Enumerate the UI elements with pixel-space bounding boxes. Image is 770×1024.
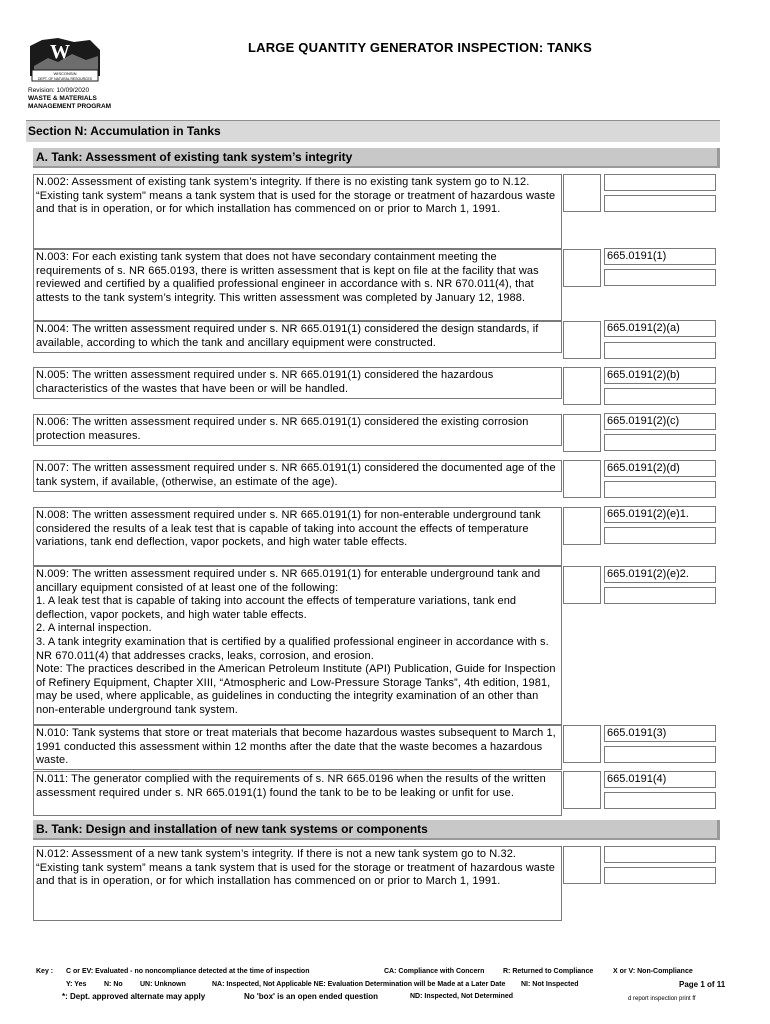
question-n005: N.005: The written assessment required under s. NR 665.0191(1) considered the hazardous characteristics of the wastes that have been or will be handled. [33,367,562,399]
key-na-ne: NA: Inspected, Not Applicable NE: Evaluation Determination will be Made at a Later Date [212,981,506,988]
comment-box-n010[interactable] [604,746,716,763]
reference-n008: 665.0191(2)(e)1. [604,506,716,523]
key-r: R: Returned to Compliance [503,968,594,975]
section-title: Section N: Accumulation in Tanks [26,120,720,142]
comment-box-n002-a[interactable] [604,174,716,191]
key-x-v: X or V: Non-Compliance [613,968,693,975]
reference-n011: 665.0191(4) [604,771,716,788]
comment-box-n011[interactable] [604,792,716,809]
page-number: Page 1 of 11 [679,980,726,989]
key-label: Key : [36,968,54,975]
key-ni: NI: Not Inspected [521,981,579,988]
question-n011: N.011: The generator complied with the requirements of s. NR 665.0196 when the results of the written assessment required under s. NR 665.0191(1) found the tank to be to be leaking or unfit for use. [33,771,562,816]
comment-box-n009[interactable] [604,587,716,604]
answer-box-n006[interactable] [563,414,601,452]
comment-box-n008[interactable] [604,527,716,544]
reference-n005: 665.0191(2)(b) [604,367,716,384]
question-n004: N.004: The written assessment required under s. NR 665.0191(1) considered the design standards, if available, according to which the tank and ancillary equipment were constructed. [33,321,562,353]
comment-box-n012-a[interactable] [604,846,716,863]
reference-n003: 665.0191(1) [604,248,716,265]
program-line1: WASTE & MATERIALS [28,95,97,102]
key-nobox: No 'box' is an open ended question [244,992,379,1001]
reference-n004: 665.0191(2)(a) [604,320,716,337]
logo-text-line1: WISCONSIN [53,71,77,76]
logo-text-line2: DEPT. OF NATURAL RESOURCES [37,77,93,81]
answer-box-n003[interactable] [563,249,601,287]
answer-box-n004[interactable] [563,321,601,359]
subsection-a-title: A. Tank: Assessment of existing tank system’s integrity [33,148,720,168]
question-n002: N.002: Assessment of existing tank system’s integrity. If there is no existing tank system go to N.12. “Existing tank system" means a tank system that is used for the storage or treatment of hazardous waste and that is in operation, or for which installation has commenced on or prior to March 1, 1991. [33,174,562,249]
answer-box-n005[interactable] [563,367,601,405]
question-n012: N.012: Assessment of a new tank system’s integrity. If there is not a new tank system go to N.32. “Existing tank system” means a tank system that is used for the storage or treatment of hazardous waste and that is in operation, or for which installation has commenced on or prior to March 1, 1991. [33,846,562,921]
answer-box-n010[interactable] [563,725,601,763]
question-n010: N.010: Tank systems that store or treat materials that become hazardous wastes subsequent to March 1, 1991 conducted this assessment within 12 months after the date that the waste becomes a hazardous waste. [33,725,562,770]
answer-box-n011[interactable] [563,771,601,809]
comment-box-n005[interactable] [604,388,716,405]
question-n009: N.009: The written assessment required under s. NR 665.0191(1) for enterable underground tank and ancillary equipment consisted of at least one of the following: 1. A leak test that is capable of taking into account the effects of temperature variations, tank end deflection, vapor pockets, and high water table effects. 2. A internal inspection. 3. A tank integrity examination that is certified by a qualified professional engineer in accordance with s. NR 670.011(4) that addresses cracks, leaks, corrosion, and erosion. Note: The practices described in the American Petroleum Institute (API) Publication, Guide for Inspection of Refinery Equipment, Chapter XIII, “Atmospheric and Low-Pressure Storage Tanks”, 4th edition, 1981, may be used, where applicable, as guidelines in conducting the integrity examination of an other than non-enterable underground tank system. [33,566,562,725]
comment-box-n006[interactable] [604,434,716,451]
key-c-ev: C or EV: Evaluated - no noncompliance detected at the time of inspection [66,968,310,975]
key-un: UN: Unknown [140,981,186,988]
question-n006: N.006: The written assessment required under s. NR 665.0191(1) considered the existing corrosion protection measures. [33,414,562,446]
comment-box-n004[interactable] [604,342,716,359]
revision-date: Revision: 10/09/2020 [28,87,90,94]
comment-box-n003[interactable] [604,269,716,286]
answer-box-n002[interactable] [563,174,601,212]
key-y: Y: Yes [66,981,87,988]
key-ca: CA: Compliance with Concern [384,968,485,975]
subsection-b-title: B. Tank: Design and installation of new tank systems or components [33,820,720,840]
answer-box-n007[interactable] [563,460,601,498]
key-nd: ND: Inspected, Not Determined [410,993,514,1000]
question-n007: N.007: The written assessment required under s. NR 665.0191(1) considered the documented age of the tank system, if available, (otherwise, an estimate of the age). [33,460,562,492]
comment-box-n007[interactable] [604,481,716,498]
comment-box-n002-b[interactable] [604,195,716,212]
answer-box-n008[interactable] [563,507,601,545]
form-id: d report inspection print ff [628,996,696,1002]
key-n: N: No [104,981,123,988]
page-title: LARGE QUANTITY GENERATOR INSPECTION: TANKS [247,40,592,55]
answer-box-n012[interactable] [563,846,601,884]
revision-block [28,87,111,111]
reference-n007: 665.0191(2)(d) [604,460,716,477]
key-dept: *: Dept. approved alternate may apply [62,992,206,1001]
program-line2: MANAGEMENT PROGRAM [28,103,112,110]
comment-box-n012-b[interactable] [604,867,716,884]
reference-n010: 665.0191(3) [604,725,716,742]
question-n008: N.008: The written assessment required under s. NR 665.0191(1) for non-enterable underground tank considered the results of a leak test that is capable of taking into account the effects of temperature variations, tank end deflection, vapor pockets, and high water table effects. [33,507,562,566]
answer-box-n009[interactable] [563,566,601,604]
reference-n009: 665.0191(2)(e)2. [604,566,716,583]
logo-letter: W [50,41,70,63]
reference-n006: 665.0191(2)(c) [604,413,716,430]
question-n003: N.003: For each existing tank system that does not have secondary containment meeting the requirements of s. NR 665.0193, there is written assessment that is kept on file at the facility that was reviewed and certified by a qualified professional engineer in accordance with s. NR 670.011(4), that attests to the tank system’s integrity. This written assessment was completed by January 12, 1988. [33,249,562,321]
